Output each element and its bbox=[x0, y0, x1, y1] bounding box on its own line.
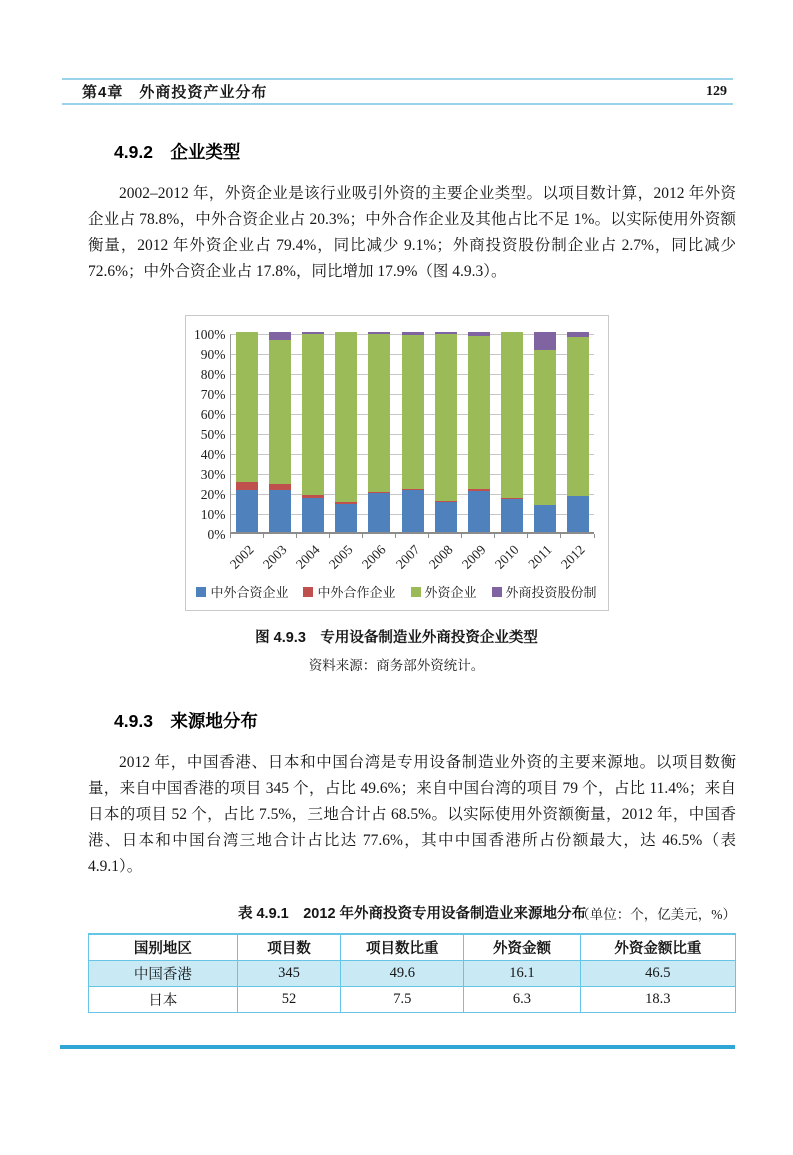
x-axis-tick bbox=[263, 534, 264, 538]
table-cell: 345 bbox=[237, 960, 341, 986]
bar-segment bbox=[435, 502, 457, 532]
table-cell: 7.5 bbox=[341, 986, 464, 1012]
legend-swatch bbox=[196, 587, 206, 597]
y-axis-label: 80% bbox=[186, 366, 226, 383]
bar-column bbox=[534, 332, 556, 532]
y-axis-label: 100% bbox=[186, 326, 226, 343]
figure-caption: 图 4.9.3 专用设备制造业外商投资企业类型 bbox=[0, 626, 793, 647]
bar-segment bbox=[567, 496, 589, 532]
bar-column bbox=[368, 332, 390, 532]
bar-segment bbox=[402, 335, 424, 489]
legend-label: 外商投资股份制 bbox=[506, 582, 597, 601]
bar-column bbox=[435, 332, 457, 532]
table-header-cell: 外资金额比重 bbox=[580, 934, 735, 960]
paragraph-origin-distribution: 2012 年，中国香港、日本和中国台湾是专用设备制造业外资的主要来源地。以项目数衡量，来自中国香港的项目 345 个，占比 49.6%；来自中国台湾的项目 79 个，占比 11.4%；来自日本的项目 52 个，占比 7.5%，三地合计占 68.5%。以实际使用外资额衡量，2012 年，中国香港、日本和中国台湾三地合计占比达 77.6%，其中中国香港所占份额最大，达 46.5%（表 4.9.1）。 bbox=[88, 750, 736, 880]
bar-segment bbox=[236, 490, 258, 532]
section-heading-493: 4.9.3 来源地分布 bbox=[114, 708, 736, 733]
bar-column bbox=[335, 332, 357, 532]
x-axis-label: 2007 bbox=[379, 542, 423, 586]
bar-segment bbox=[368, 334, 390, 492]
bar-segment bbox=[534, 505, 556, 532]
bar-column bbox=[302, 332, 324, 532]
x-axis-label: 2011 bbox=[511, 542, 555, 586]
y-axis-label: 70% bbox=[186, 386, 226, 403]
bar-segment bbox=[236, 482, 258, 490]
bar-segment bbox=[335, 332, 357, 502]
y-axis-label: 20% bbox=[186, 486, 226, 503]
bar-segment bbox=[534, 332, 556, 350]
bar-segment bbox=[302, 498, 324, 532]
section-heading-492: 4.9.2 企业类型 bbox=[114, 139, 736, 164]
y-axis-label: 90% bbox=[186, 346, 226, 363]
x-axis-label: 2010 bbox=[478, 542, 522, 586]
x-axis-tick bbox=[395, 534, 396, 538]
bar-segment bbox=[302, 334, 324, 495]
table-cell: 6.3 bbox=[464, 986, 580, 1012]
bar-segment bbox=[335, 504, 357, 532]
y-axis-label: 40% bbox=[186, 446, 226, 463]
table-cell: 日本 bbox=[89, 986, 238, 1012]
footer-rule bbox=[60, 1045, 735, 1049]
x-axis-label: 2012 bbox=[544, 542, 588, 586]
legend-swatch bbox=[411, 587, 421, 597]
table-cell: 16.1 bbox=[464, 960, 580, 986]
table-cell: 52 bbox=[237, 986, 341, 1012]
legend-item bbox=[196, 582, 288, 601]
y-axis-label: 60% bbox=[186, 406, 226, 423]
table-cell: 49.6 bbox=[341, 960, 464, 986]
x-axis-tick bbox=[362, 534, 363, 538]
x-axis-tick bbox=[296, 534, 297, 538]
x-axis-label: 2005 bbox=[313, 542, 357, 586]
bar-segment bbox=[269, 340, 291, 484]
table-header-cell: 项目数比重 bbox=[341, 934, 464, 960]
bar-column bbox=[468, 332, 490, 532]
bar-segment bbox=[468, 491, 490, 532]
legend-label: 外资企业 bbox=[425, 582, 477, 601]
chart-plot bbox=[230, 334, 594, 534]
bar-segment bbox=[269, 490, 291, 532]
page-number: 129 bbox=[706, 84, 727, 100]
table-cell: 46.5 bbox=[580, 960, 735, 986]
table-caption-row bbox=[88, 902, 736, 924]
bar-segment bbox=[236, 332, 258, 482]
table-cell: 中国香港 bbox=[89, 960, 238, 986]
y-axis-label: 10% bbox=[186, 506, 226, 523]
y-axis-label: 0% bbox=[186, 526, 226, 543]
chart-legend bbox=[186, 582, 608, 601]
bar-segment bbox=[501, 499, 523, 532]
bar-segment bbox=[567, 337, 589, 496]
legend-item bbox=[411, 582, 477, 601]
x-axis-tick bbox=[329, 534, 330, 538]
bar-segment bbox=[534, 350, 556, 505]
x-axis-tick bbox=[527, 534, 528, 538]
bar-column bbox=[402, 332, 424, 532]
bar-segment bbox=[435, 334, 457, 501]
x-axis-label: 2004 bbox=[280, 542, 324, 586]
bar-column bbox=[236, 332, 258, 532]
legend-item bbox=[303, 582, 395, 601]
x-axis-label: 2002 bbox=[214, 542, 258, 586]
legend-swatch bbox=[303, 587, 313, 597]
bar-column bbox=[567, 332, 589, 532]
x-axis-tick bbox=[560, 534, 561, 538]
bar-segment bbox=[368, 493, 390, 532]
table-caption: 表 4.9.1 2012 年外商投资专用设备制造业来源地分布 bbox=[88, 902, 736, 923]
table-header-row bbox=[89, 934, 736, 960]
table-row bbox=[89, 986, 736, 1012]
y-axis-label: 50% bbox=[186, 426, 226, 443]
x-axis-tick bbox=[428, 534, 429, 538]
legend-label: 中外合作企业 bbox=[317, 582, 395, 601]
bar-segment bbox=[402, 490, 424, 532]
table-row bbox=[89, 960, 736, 986]
bar-segment bbox=[501, 332, 523, 498]
x-axis-tick bbox=[461, 534, 462, 538]
page-header bbox=[62, 78, 733, 105]
paragraph-enterprise-type: 2002–2012 年，外资企业是该行业吸引外资的主要企业类型。以项目数计算，2012 年外资企业占 78.8%，中外合资企业占 20.3%；中外合作企业及其他占比不足 1%。以实际使用外资额衡量，2012 年外资企业占 79.4%，同比减少 9.1%；外商投资股份制企业占 2.7%，同比减少 72.6%；中外合资企业占 17.8%，同比增加 17.9%（图 4.9.3）。 bbox=[88, 181, 736, 285]
x-axis-label: 2003 bbox=[247, 542, 291, 586]
table-header-cell: 外资金额 bbox=[464, 934, 580, 960]
x-axis-label: 2008 bbox=[412, 542, 456, 586]
legend-item bbox=[492, 582, 597, 601]
figure-source-note: 资料来源：商务部外资统计。 bbox=[0, 654, 793, 674]
source-table bbox=[88, 933, 736, 1013]
legend-label: 中外合资企业 bbox=[210, 582, 288, 601]
x-axis-tick bbox=[230, 534, 231, 538]
figure-chart bbox=[185, 315, 609, 611]
table-cell: 18.3 bbox=[580, 986, 735, 1012]
table-header-cell: 国别地区 bbox=[89, 934, 238, 960]
legend-swatch bbox=[492, 587, 502, 597]
x-axis-label: 2006 bbox=[346, 542, 390, 586]
bar-segment bbox=[468, 336, 490, 489]
x-axis-label: 2009 bbox=[445, 542, 489, 586]
bar-column bbox=[269, 332, 291, 532]
chapter-title: 第4章 外商投资产业分布 bbox=[82, 81, 267, 102]
x-axis-tick bbox=[594, 534, 595, 538]
table-unit-note: （单位：个，亿美元，%） bbox=[576, 903, 736, 923]
bar-column bbox=[501, 332, 523, 532]
table-header-cell: 项目数 bbox=[237, 934, 341, 960]
y-axis-label: 30% bbox=[186, 466, 226, 483]
table-body bbox=[89, 960, 736, 1012]
x-axis-tick bbox=[494, 534, 495, 538]
bar-segment bbox=[269, 332, 291, 340]
